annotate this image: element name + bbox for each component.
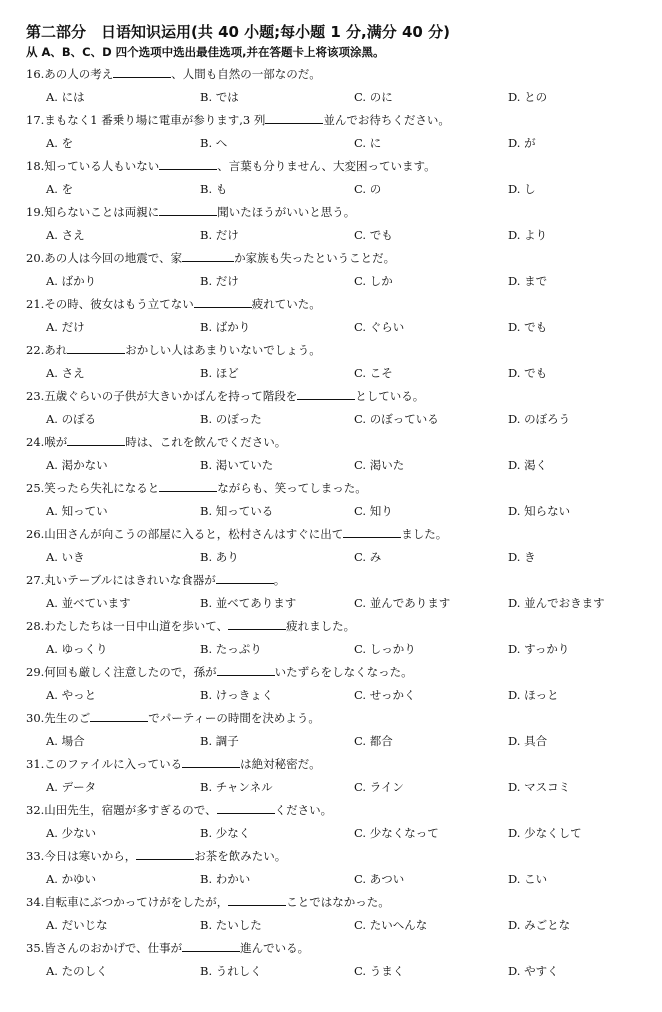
question-text-after: 並んでお待ちください。 [323, 113, 450, 127]
question-text-before: 自転車にぶつかってけがをしたが， [44, 895, 229, 909]
answer-options [26, 362, 648, 385]
answer-option-c: C. こそ [354, 366, 393, 380]
answer-option-a: A. を [46, 182, 74, 196]
answer-option-c: C. に [354, 136, 382, 150]
question-text-before: 笑ったら失礼になると [44, 481, 160, 495]
question-stem [26, 155, 648, 178]
answer-option-d: D. き [508, 550, 536, 564]
question-item [26, 477, 648, 523]
question-text-before: 山田先生，宿題が多すぎるので、 [44, 803, 217, 817]
answer-blank [217, 799, 275, 814]
question-text-before: 山田さんが向こうの部屋に入ると，松村さんはすぐに出て [44, 527, 344, 541]
answer-option-a: A. やっと [46, 688, 97, 702]
answer-option-c: C. ぐらい [354, 320, 405, 334]
answer-options [26, 960, 648, 983]
answer-option-d: D. こい [508, 872, 548, 886]
answer-options [26, 316, 648, 339]
answer-option-c: C. せっかく [354, 688, 416, 702]
answer-options [26, 822, 648, 845]
answer-option-b: B. 知っている [200, 504, 274, 518]
answer-option-c: C. 並んであります [354, 596, 451, 610]
question-item [26, 661, 648, 707]
question-text-before: あれ [44, 343, 68, 357]
answer-option-b: B. たっぷり [200, 642, 262, 656]
answer-option-d: D. との [508, 90, 548, 104]
question-number: 23. [26, 389, 45, 403]
question-text-after: としている。 [355, 389, 425, 403]
question-number: 20. [26, 251, 45, 265]
answer-options [26, 684, 648, 707]
answer-option-d: D. やすく [508, 964, 559, 978]
question-item [26, 431, 648, 477]
question-text-after: でパーティーの時間を決めよう。 [148, 711, 320, 725]
question-item [26, 109, 648, 155]
question-text-before: 今日は寒いから， [44, 849, 137, 863]
question-text-after: 疲れました。 [286, 619, 356, 633]
question-text-after: 。 [273, 573, 286, 587]
question-item [26, 845, 648, 891]
question-item [26, 385, 648, 431]
question-stem [26, 799, 648, 822]
question-item [26, 615, 648, 661]
answer-option-d: D. が [508, 136, 536, 150]
question-item [26, 707, 648, 753]
question-text-before: 皆さんのおかげで、仕事が [44, 941, 183, 955]
answer-option-c: C. ライン [354, 780, 404, 794]
question-number: 29. [26, 665, 45, 679]
answer-option-d: D. でも [508, 320, 548, 334]
answer-option-b: B. だけ [200, 274, 239, 288]
answer-blank [159, 201, 217, 216]
answer-option-c: C. 渇いた [354, 458, 405, 472]
answer-option-a: A. 知ってい [46, 504, 108, 518]
question-number: 32. [26, 803, 45, 817]
answer-option-d: D. 並んでおきます [508, 596, 605, 610]
question-item [26, 799, 648, 845]
question-item [26, 937, 648, 983]
question-text-after: ました。 [401, 527, 448, 541]
question-item [26, 569, 648, 615]
answer-option-b: B. へ [200, 136, 228, 150]
question-text-before: 先生のご [44, 711, 91, 725]
question-stem [26, 523, 648, 546]
question-stem [26, 201, 648, 224]
answer-option-c: C. のに [354, 90, 393, 104]
question-text-after: 疲れていた。 [251, 297, 321, 311]
question-text-before: 何回も厳しく注意したので，孫が [44, 665, 217, 679]
question-item [26, 155, 648, 201]
answer-option-a: A. ゆっくり [46, 642, 108, 656]
question-number: 31. [26, 757, 45, 771]
answer-option-a: A. だいじな [46, 918, 108, 932]
answer-options [26, 730, 648, 753]
answer-option-a: A. を [46, 136, 74, 150]
answer-option-c: C. たいへんな [354, 918, 428, 932]
answer-option-b: B. チャンネル [200, 780, 273, 794]
answer-option-b: B. のぼった [200, 412, 262, 426]
answer-option-b: B. 並べてあります [200, 596, 297, 610]
question-text-before: 知らないことは両親に [44, 205, 160, 219]
answer-blank [217, 661, 275, 676]
answer-option-a: A. のぼる [46, 412, 97, 426]
answer-options [26, 500, 648, 523]
answer-option-a: A. いき [46, 550, 85, 564]
question-text-after: 聞いたほうがいいと思う。 [217, 205, 356, 219]
question-number: 27. [26, 573, 45, 587]
answer-option-d: D. まで [508, 274, 548, 288]
answer-blank [182, 937, 240, 952]
question-stem [26, 891, 648, 914]
question-number: 25. [26, 481, 45, 495]
answer-option-b: B. わかい [200, 872, 251, 886]
question-number: 24. [26, 435, 45, 449]
answer-blank [67, 431, 125, 446]
question-number: 34. [26, 895, 45, 909]
answer-option-a: A. だけ [46, 320, 85, 334]
question-text-before: 五歳ぐらいの子供が大きいかばんを持って階段を [44, 389, 298, 403]
answer-blank [113, 63, 171, 78]
answer-option-d: D. し [508, 182, 536, 196]
answer-option-d: D. マスコミ [508, 780, 571, 794]
answer-options [26, 776, 648, 799]
answer-option-b: B. 渇いていた [200, 458, 274, 472]
answer-option-c: C. み [354, 550, 382, 564]
answer-options [26, 270, 648, 293]
question-item [26, 523, 648, 569]
answer-blank [194, 293, 252, 308]
question-stem [26, 293, 648, 316]
question-text-after: 進んでいる。 [240, 941, 310, 955]
answer-option-d: D. のぼろう [508, 412, 571, 426]
answer-options [26, 224, 648, 247]
question-text-after: 時は、これを飲んでください。 [125, 435, 287, 449]
answer-options [26, 408, 648, 431]
question-stem [26, 569, 648, 592]
question-number: 26. [26, 527, 45, 541]
answer-blank [216, 569, 274, 584]
question-item [26, 63, 648, 109]
answer-option-d: D. 具合 [508, 734, 548, 748]
question-text-before: あの人は今回の地震で、家 [44, 251, 183, 265]
answer-blank [182, 247, 234, 262]
answer-option-c: C. のぼっている [354, 412, 439, 426]
question-stem [26, 937, 648, 960]
question-stem [26, 339, 648, 362]
question-stem [26, 661, 648, 684]
question-text-after: か家族も失ったということだ。 [234, 251, 396, 265]
question-number: 19. [26, 205, 45, 219]
answer-option-c: C. 知り [354, 504, 393, 518]
answer-blank [265, 109, 323, 124]
answer-option-b: B. ばかり [200, 320, 251, 334]
answer-option-d: D. すっかり [508, 642, 570, 656]
question-text-after: は絶対秘密だ。 [240, 757, 321, 771]
answer-option-c: C. しか [354, 274, 393, 288]
answer-option-b: B. けっきょく [200, 688, 274, 702]
answer-option-b: B. も [200, 182, 228, 196]
answer-options [26, 638, 648, 661]
question-text-after: ことではなかった。 [286, 895, 390, 909]
section-instruction: 从 A、B、C、D 四个选项中选出最佳选项,并在答题卡上将该项涂黑。 [26, 45, 385, 59]
answer-option-a: A. 少ない [46, 826, 97, 840]
answer-option-b: B. ほど [200, 366, 239, 380]
question-number: 18. [26, 159, 45, 173]
question-number: 30. [26, 711, 45, 725]
answer-options [26, 132, 648, 155]
answer-blank [228, 615, 286, 630]
answer-option-a: A. 並べています [46, 596, 131, 610]
answer-blank [136, 845, 194, 860]
answer-option-d: D. ほっと [508, 688, 559, 702]
answer-options [26, 914, 648, 937]
answer-blank [343, 523, 401, 538]
question-stem [26, 845, 648, 868]
answer-option-b: B. では [200, 90, 239, 104]
question-text-after: おかしい人はあまりいないでしょう。 [125, 343, 321, 357]
answer-option-d: D. 少なくして [508, 826, 582, 840]
question-stem [26, 615, 648, 638]
answer-blank [159, 155, 217, 170]
question-text-after: ください。 [274, 803, 333, 817]
question-number: 33. [26, 849, 45, 863]
answer-blank [67, 339, 125, 354]
question-item [26, 293, 648, 339]
question-text-after: いたずらをしなくなった。 [274, 665, 413, 679]
question-item [26, 753, 648, 799]
answer-blank [297, 385, 355, 400]
question-list [26, 63, 648, 983]
answer-option-d: D. みごとな [508, 918, 571, 932]
question-text-before: その時、彼女はもう立てない [44, 297, 194, 311]
question-stem [26, 109, 648, 132]
question-text-before: 喉が [44, 435, 68, 449]
answer-option-b: B. 少なく [200, 826, 251, 840]
answer-option-c: C. 都合 [354, 734, 393, 748]
answer-option-a: A. さえ [46, 366, 85, 380]
question-number: 17. [26, 113, 45, 127]
question-text-after: ながらも、笑ってしまった。 [217, 481, 367, 495]
section-title: 第二部分 日语知识运用(共 40 小题;每小题 1 分,满分 40 分) [26, 23, 450, 41]
answer-option-a: A. 渇かない [46, 458, 108, 472]
answer-option-b: B. 調子 [200, 734, 239, 748]
answer-option-d: D. 渇く [508, 458, 548, 472]
answer-options [26, 868, 648, 891]
question-number: 28. [26, 619, 45, 633]
answer-blank [182, 753, 240, 768]
question-number: 22. [26, 343, 45, 357]
answer-option-b: B. あり [200, 550, 239, 564]
answer-option-a: A. さえ [46, 228, 85, 242]
answer-option-c: C. あつい [354, 872, 405, 886]
answer-option-b: B. うれしく [200, 964, 262, 978]
answer-option-c: C. 少なくなって [354, 826, 439, 840]
answer-option-d: D. 知らない [508, 504, 571, 518]
answer-options [26, 546, 648, 569]
question-text-after: 、言葉も分りません、大変困っています。 [217, 159, 436, 173]
answer-option-a: A. 場合 [46, 734, 85, 748]
answer-option-a: A. データ [46, 780, 97, 794]
answer-blank [228, 891, 286, 906]
answer-option-d: D. でも [508, 366, 548, 380]
question-item [26, 891, 648, 937]
answer-blank [159, 477, 217, 492]
question-text-before: 知っている人もいない [44, 159, 160, 173]
question-stem [26, 385, 648, 408]
question-stem [26, 247, 648, 270]
question-text-before: このファイルに入っている [44, 757, 183, 771]
question-item [26, 247, 648, 293]
question-item [26, 201, 648, 247]
question-item [26, 339, 648, 385]
answer-option-a: A. たのしく [46, 964, 108, 978]
question-number: 16. [26, 67, 45, 81]
answer-options [26, 178, 648, 201]
answer-option-a: A. かゆい [46, 872, 97, 886]
answer-option-b: B. だけ [200, 228, 239, 242]
answer-options [26, 86, 648, 109]
question-text-after: お茶を飲みたい。 [194, 849, 287, 863]
answer-option-c: C. の [354, 182, 382, 196]
answer-option-b: B. たいした [200, 918, 262, 932]
question-stem [26, 63, 648, 86]
question-text-before: 丸いテーブルにはきれいな食器が [44, 573, 216, 587]
question-stem [26, 431, 648, 454]
answer-option-a: A. ばかり [46, 274, 97, 288]
answer-option-a: A. には [46, 90, 85, 104]
question-text-before: わたしたちは一日中山道を歩いて、 [44, 619, 229, 633]
question-text-after: 、人間も自然の一部なのだ。 [171, 67, 321, 81]
question-stem [26, 477, 648, 500]
answer-option-c: C. うまく [354, 964, 405, 978]
answer-blank [90, 707, 148, 722]
answer-option-d: D. より [508, 228, 548, 242]
answer-option-c: C. しっかり [354, 642, 416, 656]
answer-options [26, 454, 648, 477]
question-number: 21. [26, 297, 45, 311]
question-text-before: あの人の考え [44, 67, 114, 81]
question-stem [26, 753, 648, 776]
question-text-before: まもなく1 番乗り場に電車が参ります,3 列 [44, 113, 266, 127]
answer-option-c: C. でも [354, 228, 393, 242]
question-stem [26, 707, 648, 730]
question-number: 35. [26, 941, 45, 955]
answer-options [26, 592, 648, 615]
